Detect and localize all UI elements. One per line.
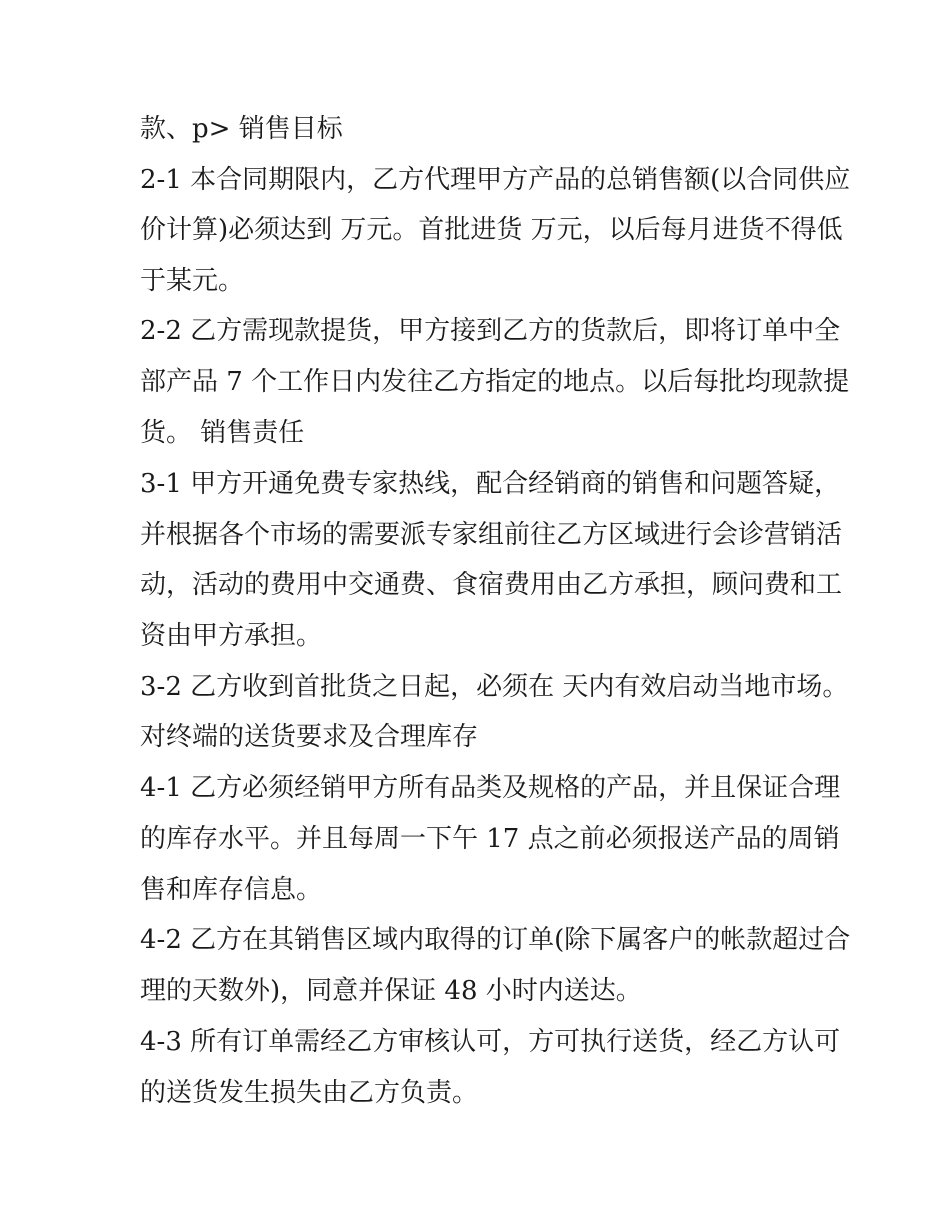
text-line-2: 2-1 本合同期限内，乙方代理甲方产品的总销售额(以合同供应 bbox=[140, 165, 851, 195]
text-line-16: 售和库存信息。 bbox=[140, 875, 323, 905]
text-line-10: 动，活动的费用中交通费、食宿费用由乙方承担，顾问费和工 bbox=[140, 570, 843, 600]
text-line-19: 4-3 所有订单需经乙方审核认可，方可执行送货，经乙方认可 bbox=[140, 1027, 841, 1057]
text-line-8: 3-1 甲方开通免费专家热线，配合经销商的销售和问题答疑， bbox=[140, 469, 841, 499]
text-line-6: 部产品 7 个工作日内发往乙方指定的地点。以后每批均现款提 bbox=[140, 367, 850, 397]
text-line-13: 对终端的送货要求及合理库存 bbox=[140, 722, 479, 752]
text-line-14: 4-1 乙方必须经销甲方所有品类及规格的产品，并且保证合理 bbox=[140, 773, 841, 803]
text-line-12: 3-2 乙方收到首批货之日起，必须在 天内有效启动当地市场。 bbox=[140, 672, 849, 702]
text-line-1: 款、p> 销售目标 bbox=[140, 114, 343, 144]
text-line-3: 价计算)必须达到 万元。首批进货 万元，以后每月进货不得低 bbox=[140, 215, 843, 245]
text-line-9: 并根据各个市场的需要派专家组前往乙方区域进行会诊营销活 bbox=[140, 520, 843, 550]
text-line-20: 的送货发生损失由乙方负责。 bbox=[140, 1078, 479, 1108]
text-line-17: 4-2 乙方在其销售区域内取得的订单(除下属客户的帐款超过合 bbox=[140, 925, 851, 955]
text-line-15: 的库存水平。并且每周一下午 17 点之前必须报送产品的周销 bbox=[140, 824, 840, 854]
text-line-11: 资由甲方承担。 bbox=[140, 621, 323, 651]
text-line-4: 于某元。 bbox=[140, 266, 245, 296]
text-line-5: 2-2 乙方需现款提货，甲方接到乙方的货款后，即将订单中全 bbox=[140, 316, 841, 346]
text-line-7: 货。 销售责任 bbox=[140, 418, 305, 448]
text-line-18: 理的天数外)，同意并保证 48 小时内送达。 bbox=[140, 976, 642, 1006]
